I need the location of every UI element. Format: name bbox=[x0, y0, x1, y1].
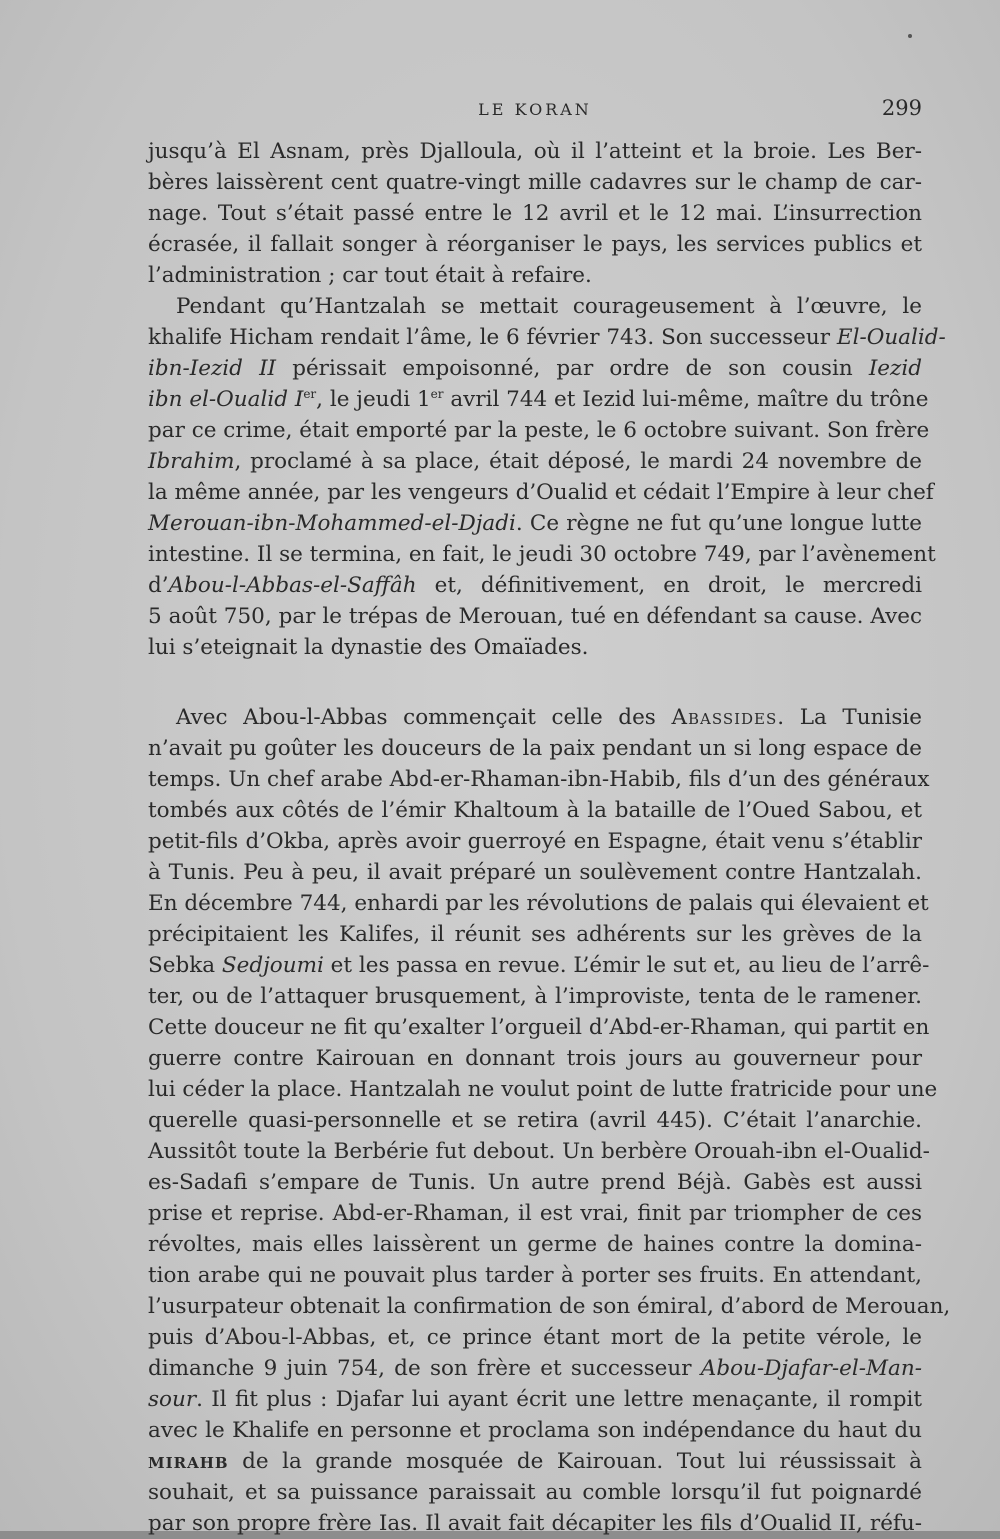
page-number: 299 bbox=[881, 96, 922, 120]
small-caps-term: Abassides bbox=[671, 705, 778, 730]
text-run: de la grande mosquée de Kairouan. Tout lui réussissait à bbox=[228, 1449, 922, 1474]
text-line: n’avait pu goûter les douceurs de la paix pendant un si long espace de bbox=[148, 736, 922, 761]
text-run: khalife Hicham rendait l’âme, le 6 février 743. Son successeur bbox=[148, 325, 837, 350]
text-line: jusqu’à El Asnam, près Djalloula, où il l’atteint et la broie. Les Ber- bbox=[148, 139, 922, 164]
text-line: tion arabe qui ne pouvait plus tarder à porter ses fruits. En attendant, bbox=[148, 1263, 922, 1288]
text-line: Cette douceur ne fit qu’exalter l’orgueil d’Abd-er-Rhaman, qui partit en bbox=[148, 1015, 930, 1040]
text-run: périssait empoisonné, par ordre de son cousin bbox=[276, 356, 869, 381]
text-line: puis d’Abou-l-Abbas, et, ce prince étant mort de la petite vérole, le bbox=[148, 1325, 922, 1350]
text-line: révoltes, mais elles laissèrent un germe de haines contre la domina- bbox=[148, 1232, 922, 1257]
superscript: er bbox=[303, 386, 317, 401]
text-line: par ce crime, était emporté par la peste, le 6 octobre suivant. Son frère bbox=[148, 418, 930, 443]
ink-speck bbox=[908, 34, 912, 38]
text-line: intestine. Il se termina, en fait, le jeudi 30 octobre 749, par l’avènement bbox=[148, 542, 936, 567]
text-run: Sebka bbox=[148, 953, 222, 978]
text-line bbox=[148, 1446, 922, 1477]
text-line: querelle quasi-personnelle et se retira (avril 445). C’était l’anarchie. bbox=[148, 1108, 922, 1133]
superscript: er bbox=[430, 386, 444, 401]
text-line: Pendant qu’Hantzalah se mettait courageusement à l’œuvre, le bbox=[176, 294, 922, 319]
text-line: es-Sadafi s’empare de Tunis. Un autre prend Béjà. Gabès est aussi bbox=[148, 1170, 922, 1195]
text-line: prise et reprise. Abd-er-Rhaman, il est vrai, finit par triompher de ces bbox=[148, 1201, 922, 1226]
text-line: lui céder la place. Hantzalah ne voulut point de lutte fratricide pour une bbox=[148, 1077, 938, 1102]
text-line bbox=[148, 950, 930, 981]
text-run: et, définitivement, en droit, le mercredi bbox=[416, 573, 922, 598]
italic-name: Abou-Djafar-el-Man- bbox=[700, 1356, 922, 1381]
text-line: souhait, et sa puissance paraissait au comble lorsqu’il fut poignardé bbox=[148, 1480, 922, 1505]
running-title: LE KORAN bbox=[478, 100, 592, 119]
italic-name: ibn el-Oualid I bbox=[148, 387, 304, 412]
text-line: Aussitôt toute la Berbérie fut debout. Un berbère Orouah-ibn el-Oualid- bbox=[148, 1139, 930, 1164]
text-run: et les passa en revue. L’émir le sut et, au lieu de l’arrê- bbox=[323, 953, 930, 978]
text-line bbox=[148, 353, 922, 384]
text-line: nage. Tout s’était passé entre le 12 avril et le 12 mai. L’insurrection bbox=[148, 201, 922, 226]
text-line bbox=[148, 1384, 922, 1415]
italic-name: sour bbox=[148, 1387, 197, 1412]
text-line: précipitaient les Kalifes, il réunit ses adhérents sur les grèves de la bbox=[148, 922, 922, 947]
text-line: guerre contre Kairouan en donnant trois jours au gouverneur pour bbox=[148, 1046, 922, 1071]
text-run: Avec Abou-l-Abbas commençait celle des bbox=[176, 705, 672, 730]
section-gap bbox=[148, 663, 922, 702]
text-line: 5 août 750, par le trépas de Merouan, tué en défendant sa cause. Avec bbox=[148, 604, 922, 629]
text-line bbox=[148, 384, 929, 415]
text-line: à Tunis. Peu à peu, il avait préparé un soulèvement contre Hantzalah. bbox=[148, 860, 922, 885]
italic-name: Iezid bbox=[868, 356, 922, 381]
bold-term: MIRAHB bbox=[148, 1454, 229, 1472]
text-line: l’administration ; car tout était à refaire. bbox=[148, 263, 592, 288]
text-line: par son propre frère Ias. Il avait fait décapiter les fils d’Oualid II, réfu- bbox=[148, 1511, 922, 1536]
italic-name: Merouan-ibn-Mohammed-el-Djadi bbox=[148, 511, 516, 536]
italic-name: Ibrahim bbox=[148, 449, 235, 474]
text-run: d’ bbox=[148, 573, 169, 598]
text-line bbox=[148, 1353, 922, 1384]
italic-name: Sedjoumi bbox=[221, 953, 324, 978]
text-run: , proclamé à sa place, était déposé, le mardi 24 novembre de bbox=[234, 449, 922, 474]
text-line: tombés aux côtés de l’émir Khaltoum à la bataille de l’Oued Sabou, et bbox=[148, 798, 922, 823]
text-line bbox=[148, 702, 922, 733]
text-line: l’usurpateur obtenait la confirmation de son émiral, d’abord de Merouan, bbox=[148, 1294, 951, 1319]
text-run: . La Tunisie bbox=[777, 705, 922, 730]
text-line bbox=[148, 570, 922, 601]
text-run: . Ce règne ne fut qu’une longue lutte bbox=[515, 511, 922, 536]
text-line bbox=[148, 322, 946, 353]
text-line: avec le Khalife en personne et proclama son indépendance du haut du bbox=[148, 1418, 922, 1443]
text-run: dimanche 9 juin 754, de son frère et successeur bbox=[148, 1356, 701, 1381]
italic-name: Abou-l-Abbas-el-Saffâh bbox=[168, 573, 417, 598]
text-run: . Il fit plus : Djafar lui ayant écrit une lettre menaçante, il rompit bbox=[196, 1387, 922, 1412]
text-line: la même année, par les vengeurs d’Oualid et cédait l’Empire à leur chef bbox=[148, 480, 934, 505]
text-line: lui s’eteignait la dynastie des Omaïades. bbox=[148, 635, 589, 660]
text-line bbox=[148, 508, 922, 539]
running-head bbox=[148, 96, 922, 126]
text-run: , le jeudi 1 bbox=[316, 387, 431, 412]
text-line: bères laissèrent cent quatre-vingt mille cadavres sur le champ de car- bbox=[148, 170, 922, 195]
text-line bbox=[148, 446, 922, 477]
text-line: En décembre 744, enhardi par les révolutions de palais qui élevaient et bbox=[148, 891, 929, 916]
text-line: ter, ou de l’attaquer brusquement, à l’improviste, tenta de le ramener. bbox=[148, 984, 922, 1009]
body-text bbox=[148, 136, 951, 1539]
text-line: écrasée, il fallait songer à réorganiser le pays, les services publics et bbox=[148, 232, 922, 257]
text-line: temps. Un chef arabe Abd-er-Rhaman-ibn-Habib, fils d’un des généraux bbox=[148, 767, 930, 792]
text-run: avril 744 et Iezid lui-même, maître du trône bbox=[443, 387, 929, 412]
italic-name: El-Oualid- bbox=[836, 325, 946, 350]
text-line: petit-fils d’Okba, après avoir guerroyé en Espagne, était venu s’établir bbox=[148, 829, 922, 854]
italic-name: ibn-Iezid II bbox=[148, 356, 277, 381]
